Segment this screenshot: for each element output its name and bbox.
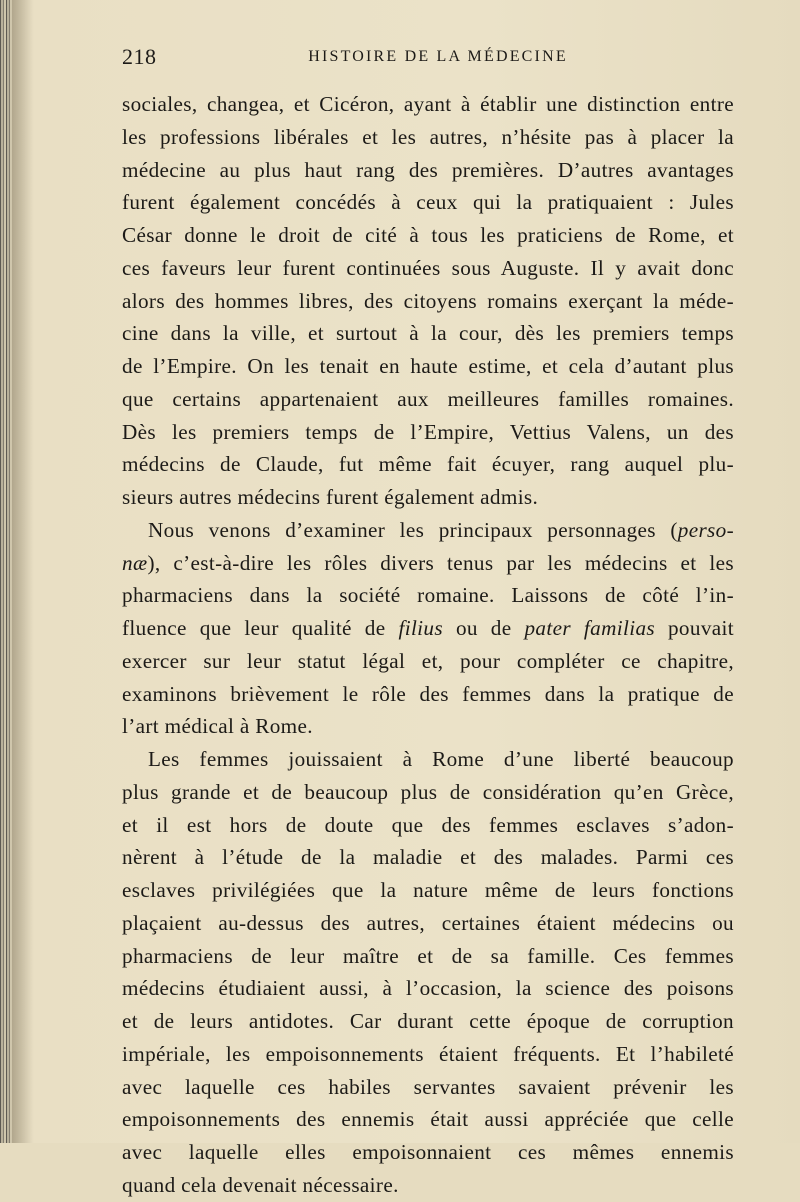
- text-line: furent également concédés à ceux qui la pratiquaient : Jules: [122, 190, 734, 215]
- text-line: Les femmes jouissaient à Rome d’une liberté beaucoup: [148, 747, 734, 771]
- paragraph-3: [122, 743, 734, 1202]
- text-line: avec laquelle elles empoisonnaient ces mêmes ennemis: [122, 1140, 734, 1164]
- page-number: 218: [122, 44, 157, 69]
- text-line: César donne le droit de cité à tous les praticiens de Rome, et: [122, 223, 734, 247]
- text-line: pharmaciens dans la société romaine. Laissons de côté l’in-: [122, 583, 734, 608]
- text-line: que certains appartenaient aux meilleures familles romaines.: [122, 386, 734, 411]
- text-line: exercer sur leur statut légal et, pour compléter ce chapitre,: [122, 648, 734, 673]
- text-line: sieurs autres médecins furent également admis.: [122, 485, 539, 509]
- text-line: l’art médical à Rome.: [122, 714, 313, 739]
- text-line: Dès les premiers temps de l’Empire, Vettius Valens, un des: [122, 419, 734, 444]
- text-line: pharmaciens de leur maître et de sa famille. Ces femmes: [122, 943, 734, 968]
- text-line: impériale, les empoisonnements étaient fréquents. Et l’habileté: [122, 1041, 734, 1066]
- text-line: empoisonnements des ennemis était aussi appréciée que celle: [122, 1107, 734, 1132]
- text-line: alors des hommes libres, des citoyens romains exerçant la méde-: [122, 288, 734, 313]
- running-title: HISTOIRE DE LA MÉDECINE: [308, 48, 568, 65]
- text-line: nèrent à l’étude de la maladie et des malades. Parmi ces: [122, 845, 734, 870]
- text-line: les professions libérales et les autres, n’hésite pas à placer la: [122, 124, 734, 149]
- text-line: et il est hors de doute que des femmes esclaves s’adon-: [122, 812, 734, 837]
- text-line: et de leurs antidotes. Car durant cette époque de corruption: [122, 1009, 734, 1033]
- paragraph-1: [122, 88, 734, 514]
- text-line: næ), c’est-à-dire les rôles divers tenus par les médecins et les: [122, 550, 734, 575]
- text-line: médecins étudiaient aussi, à l’occasion, la science des poisons: [122, 976, 734, 1001]
- text-line: médecine au plus haut rang des premières. D’autres avantages: [122, 157, 734, 182]
- text-line: Nous venons d’examiner les principaux personnages (perso-: [148, 517, 734, 542]
- text-line: médecins de Claude, fut même fait écuyer, rang auquel plu-: [122, 452, 734, 477]
- body-text: [122, 88, 734, 1202]
- text-line: sociales, changea, et Cicéron, ayant à établir une distinction entre: [122, 92, 734, 116]
- text-line: quand cela devenait nécessaire.: [122, 1172, 399, 1197]
- text-line: plaçaient au-dessus des autres, certaines étaient médecins ou: [122, 910, 734, 935]
- text-line: cine dans la ville, et surtout à la cour, dès les premiers temps: [122, 321, 734, 346]
- gutter-shadow: [12, 0, 34, 1143]
- text-line: esclaves privilégiées que la nature même de leurs fonctions: [122, 878, 734, 902]
- paragraph-2: [122, 514, 734, 743]
- text-line: de l’Empire. On les tenait en haute estime, et cela d’autant plus: [122, 354, 734, 378]
- text-line: fluence que leur qualité de filius ou de pater familias pouvait: [122, 616, 734, 640]
- text-line: avec laquelle ces habiles servantes savaient prévenir les: [122, 1074, 734, 1099]
- text-line: plus grande et de beaucoup plus de considération qu’en Grèce,: [122, 779, 734, 804]
- text-line: ces faveurs leur furent continuées sous Auguste. Il y avait donc: [122, 255, 734, 280]
- page-header: [122, 44, 734, 74]
- page-binding-edge: [0, 0, 12, 1143]
- text-line: examinons brièvement le rôle des femmes dans la pratique de: [122, 681, 734, 706]
